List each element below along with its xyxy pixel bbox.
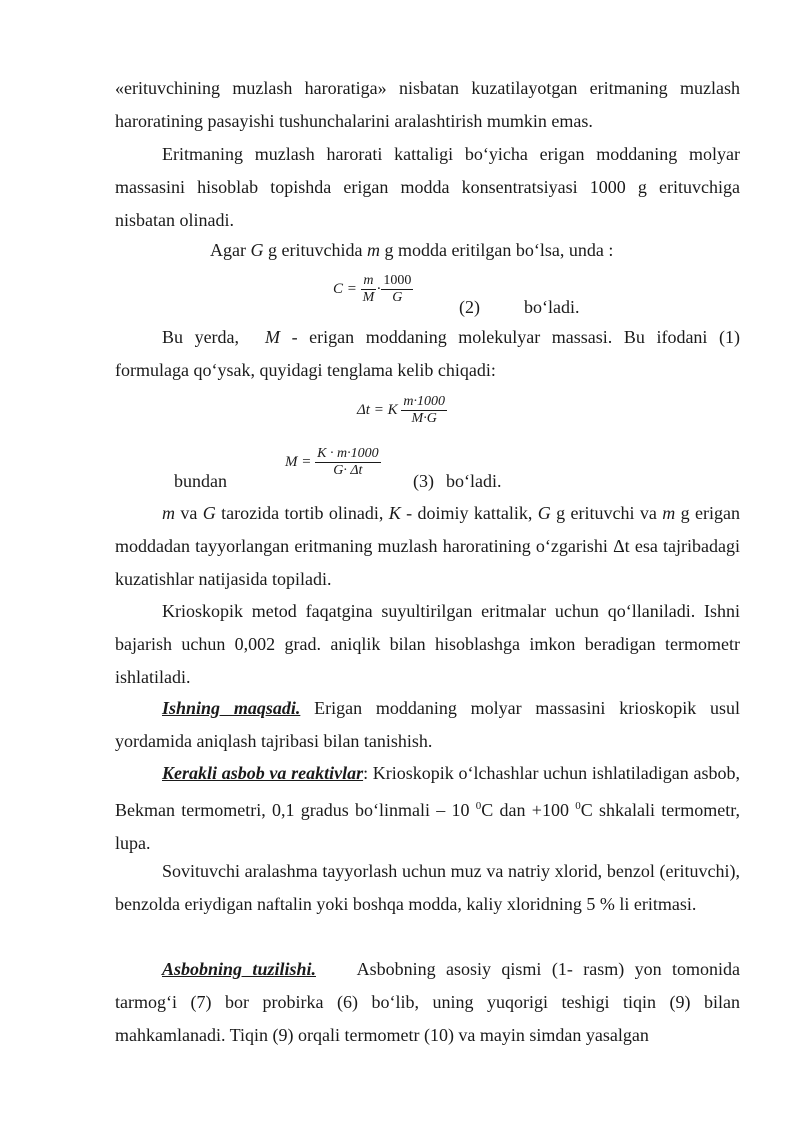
- heading-equipment: Kerakli asbob va reaktivlar: [162, 763, 364, 783]
- equation-3: M = $\frac{K \cdot m\cdot 1000}{G\cdot \Delta t}$: [285, 446, 379, 478]
- paragraph-condition: Agar G g erituvchida m g modda eritilgan bo‘lsa, unda :: [210, 240, 614, 260]
- paragraph-goal: Ishning maqsadi. Erigan moddaning molyar massasini krioskopik usul yordamida aniqlash tajribasi bilan tanishish.: [115, 698, 740, 751]
- paragraph-variables: m va G tarozida tortib olinadi, K - doimiy kattalik, G g erituvchi va m g erigan moddadan tayyorlangan eritmaning muzlash haroratining o‘zgarishi Δt esa tajribadagi kuzatishlar natijasida topiladi.: [115, 503, 741, 589]
- paragraph-freezing-terms: «erituvchining muzlash haroratiga» nisbatan kuzatilayotgan eritmaning muzlash haroratining pasayishi tushunchalarini aralashtirish mumkin emas.: [115, 78, 740, 131]
- heading-device-structure: Asbobning tuzilishi.: [162, 959, 316, 979]
- equation-2-suffix: bo‘ladi.: [524, 297, 580, 317]
- equation-delta-t: Δt = K $\frac{m\cdot 1000}{M\cdot G}$: [357, 394, 445, 426]
- equation-2-number: (2): [459, 297, 480, 317]
- paragraph-where: Bu yerda, M - erigan moddaning molekulyar massasi. Bu ifodani (1) formulaga qo‘ysak, quyidagi tenglama kelib chiqadi:: [115, 327, 740, 380]
- equation-3-number: (3): [413, 471, 434, 491]
- equation-2-fraction-m-over-M: $\frac{m}{M}$: [362, 273, 375, 305]
- paragraph-equipment: Kerakli asbob va reaktivlar: Krioskopik o‘lchashlar uchun ishlatiladigan asbob, Bekman termometri, 0,1 gradus bo‘linmali – 10 $^0$C dan +100 $^0$C shkalali termometr, lupa.: [115, 763, 740, 853]
- equation-2: C = $\frac{m}{M}$ · $\frac{1000}{G}$: [333, 273, 412, 305]
- paragraph-cooling-mixture: Sovituvchi aralashma tayyorlash uchun muz va natriy xlorid, benzol (erituvchi), benzolda eriydigan naftalin yoki boshqa modda, kaliy xloridning 5 % li eritmasi.: [115, 861, 740, 914]
- equation-3-suffix: bo‘ladi.: [446, 471, 502, 491]
- paragraph-cryoscopic-method: Krioskopik metod faqatgina suyultirilgan eritmalar uchun qo‘llaniladi. Ishni bajarish uchun 0,002 grad. aniqlik bilan hisoblashga imkon beradigan termometr ishlatiladi.: [115, 601, 740, 687]
- paragraph-device-structure: Asbobning tuzilishi. Asbobning asosiy qismi (1- rasm) yon tomonida tarmog‘i (7) bor probirka (6) bo‘lib, uning yuqorigi teshigi tiqin (9) bilan mahkamlanadi. Tiqin (9) orqali termometr (10) va mayin simdan yasalgan: [115, 959, 745, 1045]
- equation-3-prefix: bundan: [174, 471, 227, 491]
- heading-goal: Ishning maqsadi.: [162, 698, 301, 718]
- equation-2-fraction-1000-over-G: $\frac{1000}{G}$: [383, 273, 412, 305]
- equation-2-lhs: C =: [333, 280, 357, 297]
- paragraph-molar-mass-calc: Eritmaning muzlash harorati kattaligi bo‘yicha erigan moddaning molyar massasini hisoblab topishda erigan modda konsentratsiyasi 1000 g erituvchiga nisbatan olinadi.: [115, 144, 740, 230]
